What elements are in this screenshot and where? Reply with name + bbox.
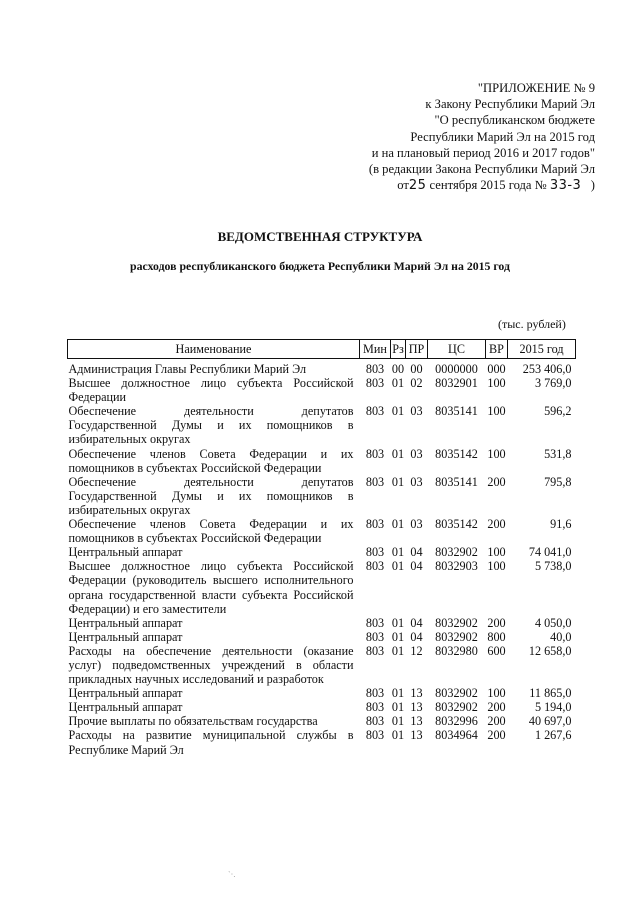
- cell-pr: 03: [410, 517, 423, 532]
- cell-cs: 8032901: [435, 376, 478, 391]
- cell-amount: 11 865,0: [529, 686, 572, 701]
- cell-cs: 8035142: [435, 517, 478, 532]
- cell-rz: 01: [391, 686, 405, 701]
- cell-name: Обеспечение членов Совета Федерации и их помощников в субъектах Российской Федерации: [68, 517, 354, 546]
- cell-amount: 1 267,6: [534, 728, 572, 743]
- cell-vr: 100: [487, 545, 506, 560]
- cell-cs: 8035141: [435, 404, 478, 419]
- cell-vr: 800: [487, 629, 506, 644]
- cell-pr: 04: [410, 615, 423, 630]
- cell-cs: 0000000: [435, 362, 478, 376]
- appendix-line: "О республиканском бюджете: [434, 113, 595, 128]
- cell-vr: 100: [487, 376, 506, 391]
- scan-artifact: `·.: [228, 870, 236, 879]
- table-row: [68, 644, 576, 686]
- cell-amount: 596,2: [544, 404, 572, 419]
- cell-name: Обеспечение членов Совета Федерации и их помощников в субъектах Российской Федерации: [68, 446, 354, 475]
- header-vr: ВР: [486, 340, 508, 359]
- cell-vr: 100: [487, 446, 506, 461]
- table-row: [68, 616, 576, 630]
- table-row: [68, 630, 576, 644]
- cell-name: Центральный аппарат: [68, 615, 183, 630]
- cell-vr: 200: [487, 474, 506, 489]
- cell-pr: 04: [410, 545, 423, 560]
- cell-pr: 04: [410, 559, 423, 574]
- cell-min: 803: [365, 545, 385, 560]
- cell-name: Центральный аппарат: [68, 545, 183, 560]
- cell-rz: 01: [391, 404, 405, 419]
- cell-pr: 12: [410, 643, 423, 658]
- cell-vr: 200: [487, 700, 506, 715]
- cell-cs: 8032902: [435, 686, 478, 701]
- table-row: [68, 404, 576, 446]
- cell-vr: 200: [487, 728, 506, 743]
- table-row: [68, 376, 576, 404]
- cell-cs: 8032902: [435, 700, 478, 715]
- cell-cs: 8032903: [435, 559, 478, 574]
- appendix-header: [300, 80, 595, 194]
- header-min: Мин: [360, 340, 391, 359]
- document-title: ВЕДОМСТВЕННАЯ СТРУКТУРА: [217, 229, 423, 244]
- table-header-row: [68, 340, 576, 359]
- cell-pr: 02: [410, 376, 423, 391]
- cell-amount: 40,0: [550, 629, 572, 644]
- table-row: [68, 686, 576, 700]
- cell-rz: 01: [391, 714, 405, 729]
- header-rz: Рз: [391, 340, 406, 359]
- cell-min: 803: [365, 446, 385, 461]
- cell-amount: 4 050,0: [534, 615, 572, 630]
- cell-name: Центральный аппарат: [68, 629, 183, 644]
- cell-cs: 8032996: [435, 714, 478, 729]
- cell-pr: 13: [410, 728, 423, 743]
- cell-min: 803: [365, 629, 385, 644]
- header-year: 2015 год: [508, 340, 576, 359]
- appendix-line: Республики Марий Эл на 2015 год: [410, 129, 595, 144]
- cell-min: 803: [365, 404, 385, 419]
- cell-amount: 3 769,0: [534, 376, 572, 391]
- cell-pr: 13: [410, 686, 423, 701]
- table-row: [68, 545, 576, 559]
- cell-cs: 8032902: [435, 629, 478, 644]
- cell-name: Расходы на обеспечение деятельности (оказание услуг) подведомственных учреждений в области прикладных научных исследований и разработок: [68, 643, 354, 687]
- cell-pr: 13: [410, 714, 423, 729]
- cell-rz: 01: [391, 517, 405, 532]
- cell-pr: 03: [410, 474, 423, 489]
- law-number: 33-3: [549, 178, 582, 194]
- cell-name: Центральный аппарат: [68, 700, 183, 715]
- cell-vr: 100: [487, 404, 506, 419]
- cell-rz: 01: [391, 474, 405, 489]
- cell-cs: 8035141: [435, 474, 478, 489]
- table-row: [68, 714, 576, 728]
- cell-amount: 795,8: [544, 474, 572, 489]
- cell-amount: 531,8: [544, 446, 572, 461]
- units-label: (тыс. рублей): [498, 317, 566, 331]
- cell-pr: 03: [410, 404, 423, 419]
- cell-amount: 91,6: [550, 517, 572, 532]
- cell-min: 803: [365, 686, 385, 701]
- cell-name: Обеспечение деятельности депутатов Государственной Думы и их помощников в избирательных округах: [68, 404, 354, 447]
- cell-amount: 40 697,0: [528, 714, 572, 729]
- table-row: [68, 475, 576, 517]
- table-row: [68, 728, 576, 756]
- cell-amount: 12 658,0: [528, 643, 572, 658]
- cell-pr: 00: [410, 362, 423, 376]
- cell-min: 803: [365, 517, 385, 532]
- cell-min: 803: [365, 714, 385, 729]
- cell-name: Прочие выплаты по обязательствам государства: [68, 714, 318, 729]
- table-row: [68, 517, 576, 545]
- cell-amount: 253 406,0: [522, 362, 572, 376]
- cell-rz: 01: [391, 700, 405, 715]
- cell-pr: 13: [410, 700, 423, 715]
- cell-name: Администрация Главы Республики Марий Эл: [68, 362, 307, 376]
- appendix-date-line: [300, 177, 595, 194]
- cell-vr: 600: [487, 643, 506, 658]
- cell-min: 803: [365, 559, 385, 574]
- cell-rz: 01: [391, 629, 405, 644]
- appendix-line: "ПРИЛОЖЕНИЕ № 9: [477, 81, 595, 95]
- cell-pr: 03: [410, 446, 423, 461]
- table-row: [68, 359, 576, 377]
- cell-cs: 8032902: [435, 545, 478, 560]
- cell-min: 803: [365, 700, 385, 715]
- appendix-line: к Закону Республики Марий Эл: [425, 97, 595, 112]
- table-row: [68, 559, 576, 615]
- header-name: Наименование: [68, 340, 360, 359]
- cell-vr: 200: [487, 517, 506, 532]
- cell-min: 803: [365, 474, 385, 489]
- cell-rz: 01: [391, 643, 405, 658]
- cell-vr: 200: [487, 714, 506, 729]
- cell-rz: 01: [391, 615, 405, 630]
- header-cs: ЦС: [428, 340, 486, 359]
- header-pr: ПР: [406, 340, 428, 359]
- cell-pr: 04: [410, 629, 423, 644]
- date-text: сентября 2015 года №: [429, 178, 547, 193]
- cell-min: 803: [365, 362, 385, 376]
- cell-amount: 5 738,0: [534, 559, 572, 574]
- cell-min: 803: [365, 728, 385, 743]
- cell-min: 803: [365, 643, 385, 658]
- cell-name: Центральный аппарат: [68, 686, 183, 701]
- cell-vr: 100: [487, 686, 506, 701]
- cell-rz: 01: [391, 446, 405, 461]
- cell-vr: 100: [487, 559, 506, 574]
- appendix-line: (в редакции Закона Республики Марий Эл: [368, 162, 595, 177]
- cell-rz: 01: [391, 728, 405, 743]
- date-prefix: от: [397, 178, 409, 193]
- table-row: [68, 700, 576, 714]
- cell-amount: 5 194,0: [534, 700, 572, 715]
- cell-name: Обеспечение деятельности депутатов Государственной Думы и их помощников в избирательных округах: [68, 474, 354, 517]
- cell-name: Высшее должностное лицо субъекта Российской Федерации: [68, 376, 354, 405]
- cell-vr: 200: [487, 615, 506, 630]
- date-suffix: ): [590, 178, 595, 193]
- cell-rz: 00: [391, 362, 405, 376]
- cell-min: 803: [365, 376, 385, 391]
- cell-cs: 8034964: [435, 728, 478, 743]
- cell-cs: 8032980: [435, 643, 478, 658]
- cell-rz: 01: [391, 376, 405, 391]
- cell-amount: 74 041,0: [528, 545, 572, 560]
- cell-cs: 8032902: [435, 615, 478, 630]
- expenditure-table: [67, 339, 576, 757]
- cell-min: 803: [365, 615, 385, 630]
- appendix-line: и на плановый период 2016 и 2017 годов": [371, 145, 595, 160]
- cell-name: Высшее должностное лицо субъекта Российской Федерации (руководитель высшего исполнительного органа государственной власти субъекта Российской Федерации) и его заместители: [68, 559, 354, 616]
- cell-name: Расходы на развитие муниципальной службы в Республике Марий Эл: [68, 728, 354, 757]
- date-day: 25: [408, 178, 427, 194]
- cell-vr: 000: [487, 362, 506, 376]
- table-row: [68, 447, 576, 475]
- document-subtitle: расходов республиканского бюджета Республики Марий Эл на 2015 год: [130, 259, 510, 273]
- cell-cs: 8035142: [435, 446, 478, 461]
- cell-rz: 01: [391, 559, 405, 574]
- cell-rz: 01: [391, 545, 405, 560]
